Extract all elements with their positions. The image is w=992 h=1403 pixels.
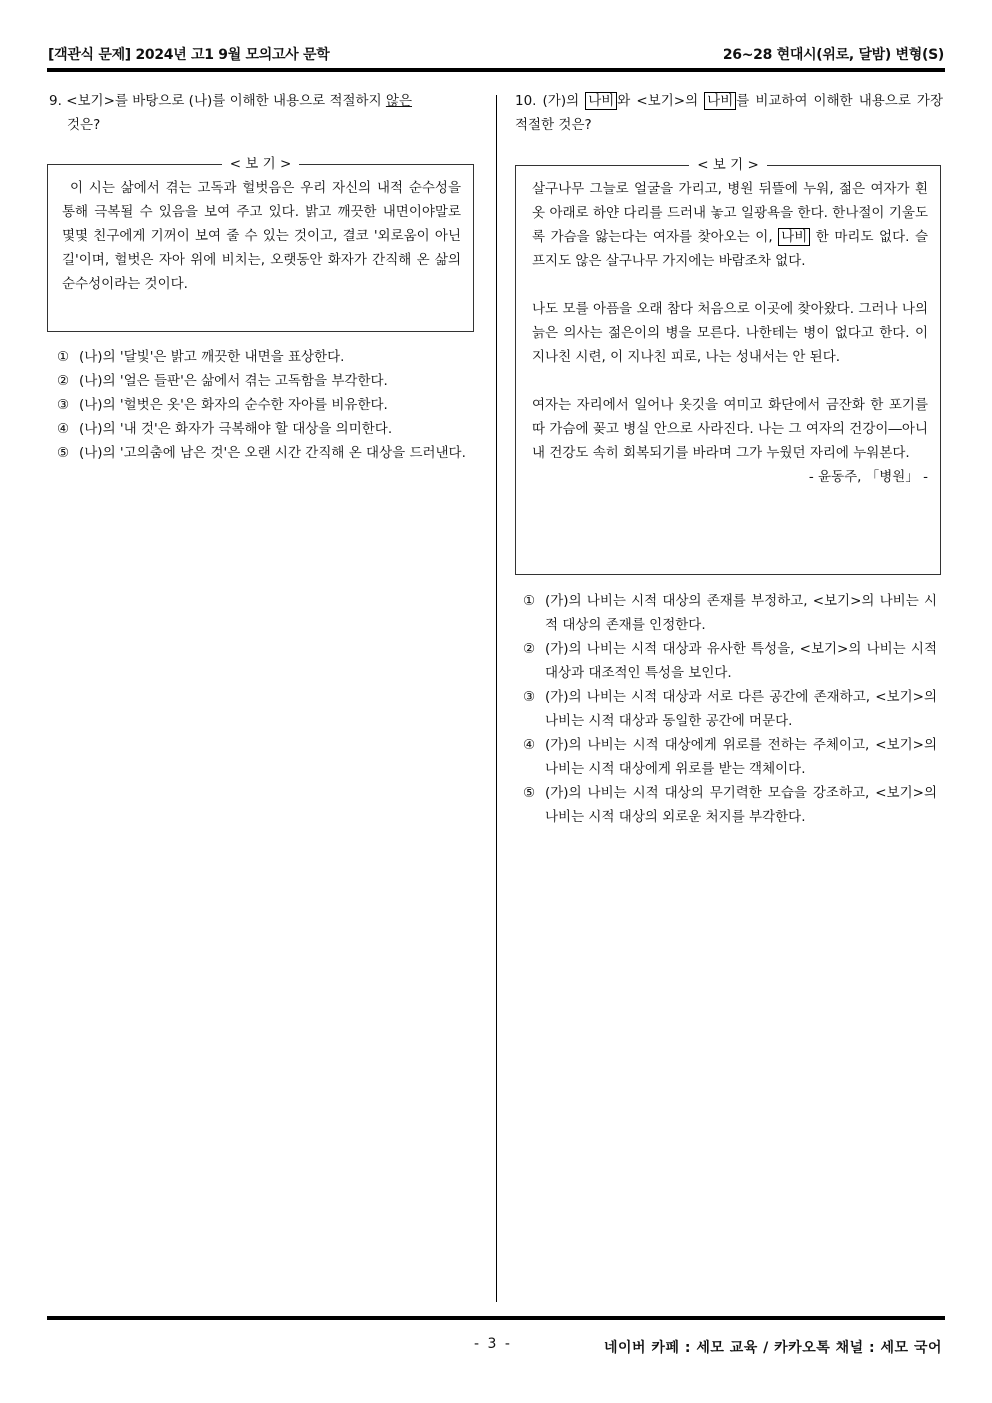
question-10-option-1[interactable] <box>515 589 937 637</box>
top-rule <box>47 68 945 72</box>
question-10-prompt <box>515 89 943 137</box>
option-mark: ⑤ <box>523 785 536 801</box>
question-10-prompt-part-1: (가)의 <box>542 93 586 109</box>
column-divider <box>496 95 497 1302</box>
option-mark: ① <box>57 349 70 365</box>
option-text: (가)의 나비는 시적 대상과 유사한 특성을, <보기>의 나비는 시적 대상과 대조적인 특성을 보인다. <box>545 641 937 681</box>
question-10-prompt-part-3: 를 비교하여 이해한 내용으로 가장 적절한 것은? <box>515 93 943 133</box>
question-10-bogi-title: < 보 기 > <box>689 157 767 173</box>
question-9-option-2[interactable] <box>49 369 473 393</box>
question-10-bogi-box <box>515 157 941 575</box>
question-10-bogi-source: - 윤동주, 「병원」 - <box>808 469 928 485</box>
bogi-p1-text-b: 한 마리도 없다. 슬프지도 않은 살구나무 가지에는 바람조차 없다. <box>532 229 928 269</box>
question-9-option-4[interactable] <box>49 417 473 441</box>
question-9-bogi-box <box>47 156 474 332</box>
question-9-prompt-text: <보기>를 바탕으로 (나)를 이해한 내용으로 적절하지 <box>66 93 386 109</box>
option-mark: ① <box>523 593 536 609</box>
option-text: (나)의 '얼은 들판'은 삶에서 겪는 고독함을 부각한다. <box>79 373 388 389</box>
option-mark: ⑤ <box>57 445 70 461</box>
option-text: (가)의 나비는 시적 대상과 서로 다른 공간에 존재하고, <보기>의 나비는 시적 대상과 동일한 공간에 머문다. <box>545 689 937 729</box>
question-10-bogi-boxed-word: 나비 <box>778 228 810 246</box>
question-9-prompt-end: 것은? <box>67 117 101 133</box>
header-subtitle: 26~28 현대시(위로, 달밤) 변형(S) <box>722 47 944 63</box>
option-text: (나)의 '고의춤에 남은 것'은 오랜 시간 간직해 온 대상을 드러낸다. <box>79 445 466 461</box>
option-text: (나)의 '내 것'은 화자가 극복해야 할 대상을 의미한다. <box>79 421 393 437</box>
bogi-p1-text-a: 살구나무 그늘로 얼굴을 가리고, 병원 뒤뜰에 누워, 젊은 여자가 흰 옷 아래로 하얀 다리를 드러내 놓고 일광욕을 한다. 한나절이 기울도록 가슴을 앓는다는 여자를 찾아오는 이, <box>532 181 928 245</box>
question-9-option-5[interactable] <box>49 441 473 465</box>
header-title: [객관식 문제] 2024년 고1 9월 모의고사 문학 <box>48 47 330 63</box>
option-text: (나)의 '헐벗은 옷'은 화자의 순수한 자아를 비유한다. <box>79 397 388 413</box>
question-9-bogi-text: 이 시는 삶에서 겪는 고독과 헐벗음은 우리 자신의 내적 순수성을 통해 극복될 수 있음을 보여 주고 있다. 밝고 깨끗한 내면이야말로 몇몇 친구에게 기꺼이 보여 줄 수 있는 것이고, 결코 '외로움이 아닌 길'이며, 헐벗은 자아 위에 비치는, 오랫동안 화자가 간직해 온 삶의 순수성이라는 것이다. <box>62 180 461 292</box>
question-10-option-3[interactable] <box>515 685 937 733</box>
question-10-option-2[interactable] <box>515 637 937 685</box>
option-mark: ③ <box>57 397 70 413</box>
question-10-options <box>515 589 937 829</box>
question-9-prompt <box>49 89 479 137</box>
question-10-bogi-paragraph-3: 여자는 자리에서 일어나 옷깃을 여미고 화단에서 금잔화 한 포기를 따 가슴에 꽂고 병실 안으로 사라진다. 나는 그 여자의 건강이―아니 내 건강도 속히 회복되기를 바라며 그가 누웠던 자리에 누워본다. <box>532 397 928 461</box>
question-10-boxed-word-1: 나비 <box>585 92 617 110</box>
question-10-prompt-part-2: 와 <보기>의 <box>617 93 705 109</box>
question-9-option-3[interactable] <box>49 393 473 417</box>
question-10-option-4[interactable] <box>515 733 937 781</box>
option-mark: ② <box>57 373 70 389</box>
question-9-prompt-underline: 않은 <box>385 93 413 109</box>
option-mark: ③ <box>523 689 536 705</box>
page-number: - 3 - <box>474 1336 512 1352</box>
option-text: (가)의 나비는 시적 대상에게 위로를 전하는 주체이고, <보기>의 나비는 시적 대상에게 위로를 받는 객체이다. <box>545 737 937 777</box>
option-text: (가)의 나비는 시적 대상의 존재를 부정하고, <보기>의 나비는 시적 대상의 존재를 인정한다. <box>545 593 937 633</box>
bottom-rule <box>47 1316 945 1320</box>
question-10-boxed-word-2: 나비 <box>704 92 736 110</box>
option-mark: ④ <box>523 737 536 753</box>
option-text: (가)의 나비는 시적 대상의 무기력한 모습을 강조하고, <보기>의 나비는 시적 대상의 외로운 처지를 부각한다. <box>545 785 937 825</box>
option-mark: ② <box>523 641 536 657</box>
footer-channel-info: 네이버 카페 : 세모 교육 / 카카오톡 채널 : 세모 국어 <box>603 1340 942 1356</box>
question-9-options <box>49 345 473 465</box>
option-mark: ④ <box>57 421 70 437</box>
question-9-bogi-title: < 보 기 > <box>222 156 300 172</box>
question-10-bogi-paragraph-2: 나도 모를 아픔을 오래 참다 처음으로 이곳에 찾아왔다. 그러나 나의 늙은 의사는 젊은이의 병을 모른다. 나한테는 병이 없다고 한다. 이 지나친 시련, 이 지나친 피로, 나는 성내서는 안 된다. <box>532 301 928 365</box>
question-9-number: 9. <box>49 93 62 109</box>
question-10-bogi-paragraph-1 <box>532 177 928 273</box>
question-10-number: 10. <box>515 93 537 109</box>
question-9-option-1[interactable] <box>49 345 473 369</box>
option-text: (나)의 '달빛'은 밝고 깨끗한 내면을 표상한다. <box>79 349 345 365</box>
question-10-option-5[interactable] <box>515 781 937 829</box>
